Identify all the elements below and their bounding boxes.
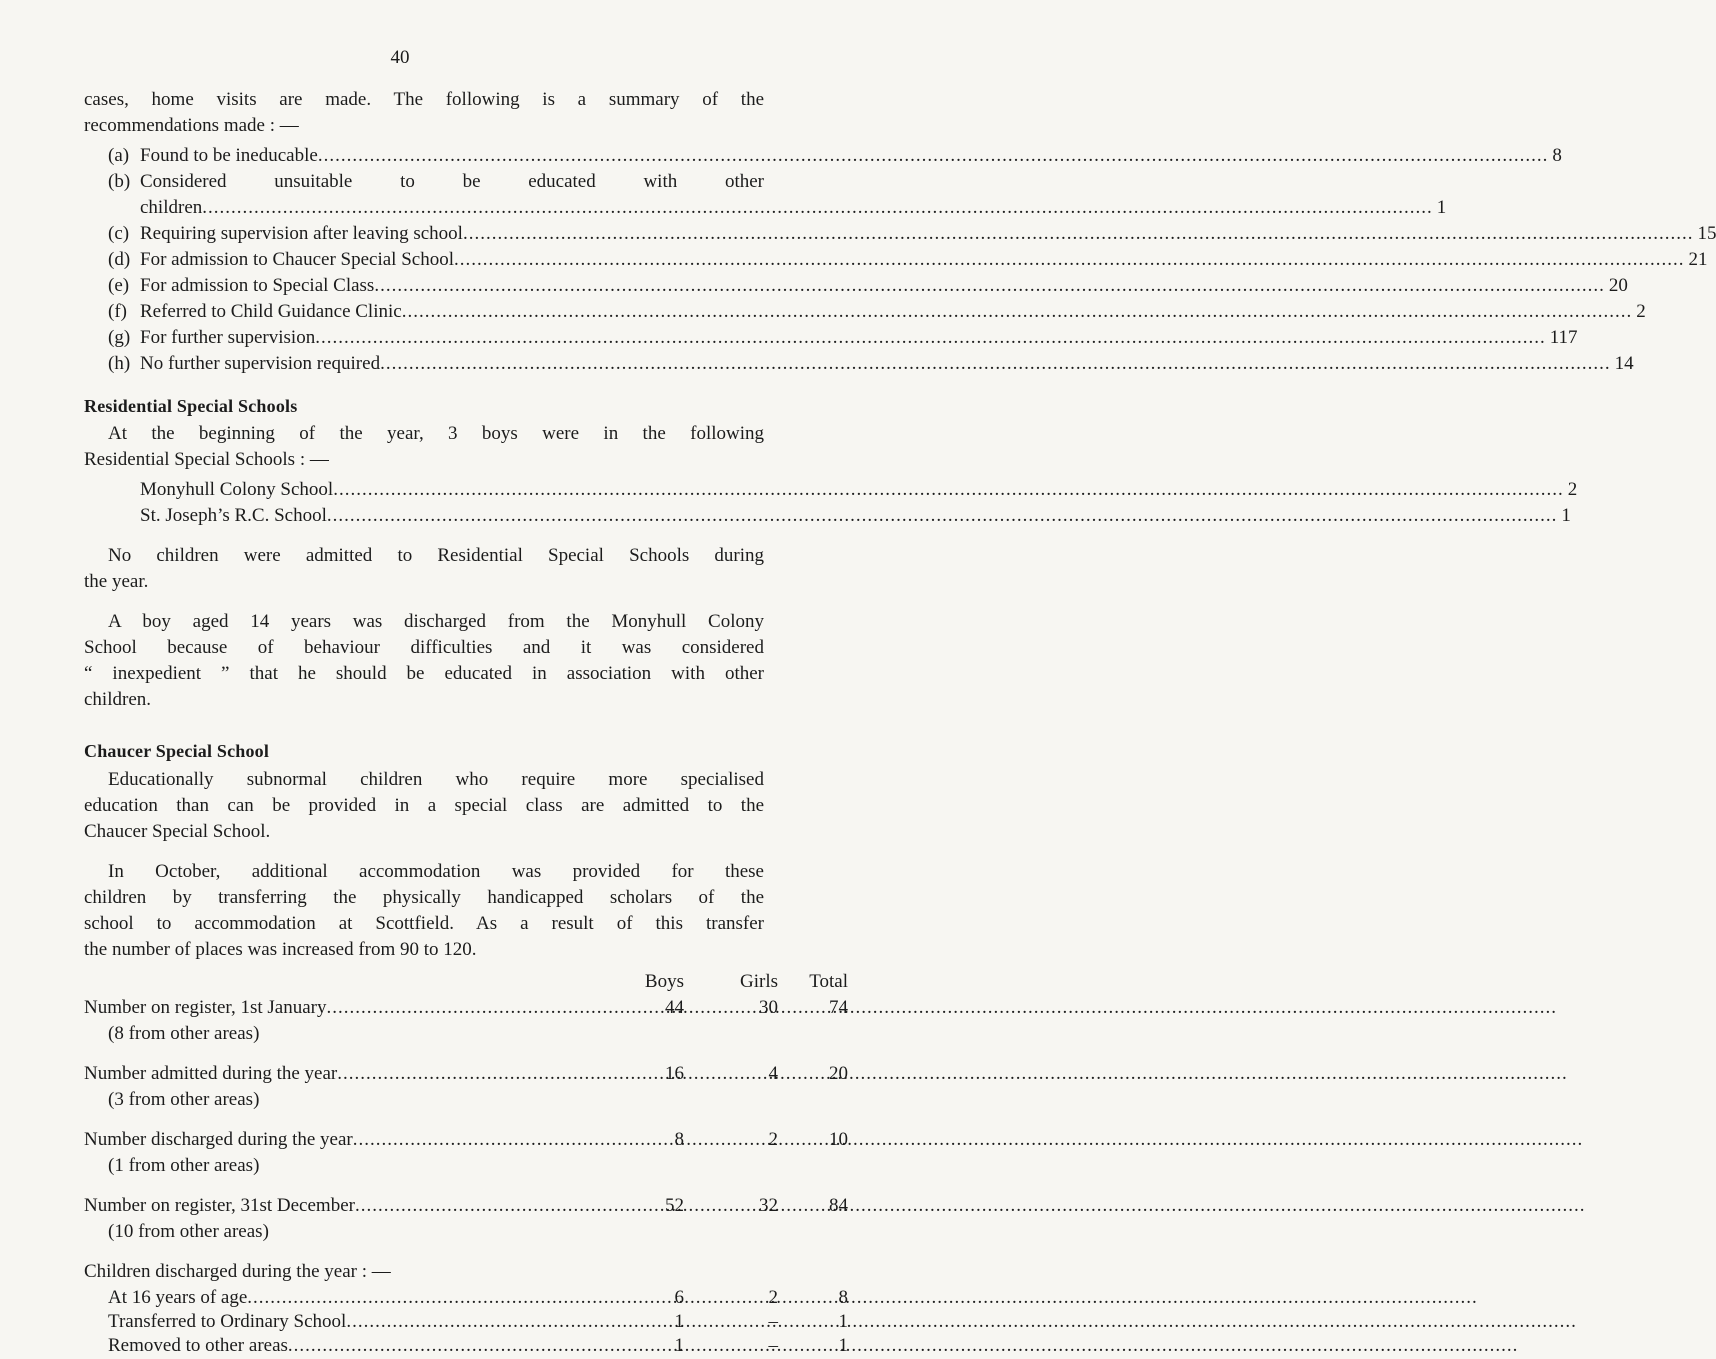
cell-boys: 6	[674, 1287, 684, 1308]
school-count: 1	[1561, 505, 1571, 526]
item-key: (g)	[108, 327, 131, 348]
table-row	[84, 1128, 848, 1154]
table-row	[84, 1062, 848, 1088]
column-header-boys: Boys	[644, 971, 684, 992]
row-sublabel: (3 from other areas)	[108, 1089, 260, 1110]
dot-leader	[333, 478, 1564, 503]
cell-girls: –	[768, 1311, 778, 1332]
dot-leader	[202, 196, 1433, 221]
row-label: Number on register, 1st January	[84, 997, 327, 1018]
dot-leader	[326, 996, 1557, 1021]
item-value: 2	[1636, 301, 1646, 322]
cell-boys: 1	[674, 1335, 684, 1356]
item-text: Considered unsuitable to be educated with other	[140, 171, 764, 192]
cell-boys: 8	[674, 1129, 684, 1150]
row-label: Removed to other areas	[108, 1335, 288, 1356]
cell-total: 1	[838, 1311, 848, 1332]
list-item	[140, 504, 1571, 530]
list-item	[84, 326, 1578, 352]
chaucer-p1-line-1: Educationally subnormal children who require more specialised	[108, 769, 764, 790]
dot-leader	[454, 248, 1685, 273]
list-item	[84, 170, 764, 196]
cell-total: 74	[829, 997, 848, 1018]
residential-p2-line-1: No children were admitted to Residential Special Schools during	[108, 545, 764, 566]
residential-p1-line-1: At the beginning of the year, 3 boys were in the following	[108, 423, 764, 444]
residential-p1-line-2: Residential Special Schools : —	[84, 449, 329, 470]
dot-leader	[327, 504, 1558, 529]
chaucer-p1-line-3: Chaucer Special School.	[84, 821, 271, 842]
list-item	[140, 478, 1578, 504]
dot-leader	[353, 1128, 1584, 1153]
cell-boys: 52	[665, 1195, 684, 1216]
cell-total: 1	[838, 1335, 848, 1356]
cell-girls: 30	[759, 997, 778, 1018]
cell-boys: 16	[665, 1063, 684, 1084]
row-sublabel: (10 from other areas)	[108, 1221, 269, 1242]
item-text: Referred to Child Guidance Clinic	[140, 301, 402, 322]
item-key: (c)	[108, 223, 130, 244]
row-label: Number discharged during the year	[84, 1129, 353, 1150]
item-key: (d)	[108, 249, 131, 270]
table-row	[84, 1334, 848, 1356]
row-sublabel: (8 from other areas)	[108, 1023, 260, 1044]
row-label: At 16 years of age	[108, 1287, 248, 1308]
cell-girls: 2	[768, 1129, 778, 1150]
dot-leader	[337, 1062, 1568, 1087]
cell-boys: 1	[674, 1311, 684, 1332]
dot-leader	[318, 144, 1549, 169]
chaucer-p2-line-4: the number of places was increased from 90 to 120.	[84, 939, 477, 960]
section-heading-residential: Residential Special Schools	[84, 396, 298, 416]
column-header-girls: Girls	[740, 971, 778, 992]
school-count: 2	[1567, 479, 1578, 500]
dot-leader	[380, 352, 1611, 377]
item-value: 14	[1614, 353, 1634, 374]
item-key: (h)	[108, 353, 131, 374]
residential-p3-line-1: A boy aged 14 years was discharged from the Monyhull Colony	[108, 611, 764, 632]
list-item	[84, 300, 1646, 326]
row-sublabel: (1 from other areas)	[108, 1155, 260, 1176]
item-value: 117	[1549, 327, 1578, 348]
list-item	[84, 144, 1562, 170]
cell-girls: –	[768, 1335, 778, 1356]
item-key: (e)	[108, 275, 130, 296]
item-value: 20	[1608, 275, 1628, 296]
recommendations-list	[84, 144, 1716, 378]
cell-girls: 2	[768, 1287, 778, 1308]
item-text: For admission to Chaucer Special School	[140, 249, 454, 270]
table-row	[84, 996, 848, 1022]
cell-boys: 44	[665, 997, 684, 1018]
cell-total: 84	[829, 1195, 848, 1216]
chaucer-p2-line-1: In October, additional accommodation was provided for these	[108, 861, 764, 882]
chaucer-p2-line-3: school to accommodation at Scottfield. As a result of this transfer	[84, 913, 764, 934]
intro-line-2: recommendations made : —	[84, 115, 299, 136]
residential-schools-list	[140, 478, 1578, 530]
dot-leader	[247, 1286, 1478, 1311]
item-text: No further supervision required	[140, 353, 381, 374]
cell-girls: 4	[768, 1063, 778, 1084]
list-item	[84, 352, 1634, 378]
residential-p3-line-2: School because of behaviour difficulties and it was considered	[84, 637, 764, 658]
dot-leader	[288, 1334, 1519, 1359]
cell-total: 10	[829, 1129, 848, 1150]
table-row	[84, 1286, 848, 1312]
dot-leader	[374, 274, 1605, 299]
item-key: (b)	[108, 171, 131, 192]
item-value: 21	[1688, 249, 1708, 270]
item-text: Requiring supervision after leaving school	[140, 223, 463, 244]
list-item	[84, 196, 1447, 222]
list-item	[84, 222, 1716, 248]
item-key: (f)	[108, 301, 127, 322]
list-item	[84, 248, 1708, 274]
chaucer-p2-line-2: children by transferring the physically handicapped scholars of the	[84, 887, 764, 908]
dot-leader	[355, 1194, 1586, 1219]
cell-total: 20	[829, 1063, 848, 1084]
residential-p3-line-3: “ inexpedient ” that he should be educated in association with other	[84, 663, 764, 684]
cell-girls: 32	[759, 1195, 778, 1216]
table-header-row	[84, 970, 848, 996]
item-text: For further supervision	[140, 327, 316, 348]
dot-leader	[346, 1310, 1577, 1335]
column-header-total: Total	[809, 971, 848, 992]
table-row	[84, 1310, 848, 1336]
dot-leader	[463, 222, 1694, 247]
chaucer-p1-line-2: education than can be provided in a special class are admitted to the	[84, 795, 764, 816]
cell-total: 8	[838, 1287, 848, 1308]
dot-leader	[315, 326, 1546, 351]
row-label: Number on register, 31st December	[84, 1195, 355, 1216]
item-text-continued: children	[140, 197, 203, 218]
page-number: 40	[390, 47, 410, 68]
school-name: Monyhull Colony School	[140, 479, 334, 500]
item-text: Found to be ineducable	[140, 145, 318, 166]
row-label: Transferred to Ordinary School	[108, 1311, 347, 1332]
dot-leader	[402, 300, 1633, 325]
residential-p2-line-2: the year.	[84, 571, 149, 592]
list-item	[84, 274, 1628, 300]
item-text: For admission to Special Class	[140, 275, 375, 296]
item-value: 15	[1697, 223, 1716, 244]
item-value: 1	[1436, 197, 1447, 218]
discharged-heading: Children discharged during the year : —	[84, 1261, 391, 1282]
item-key: (a)	[108, 145, 130, 166]
row-label: Number admitted during the year	[84, 1063, 338, 1084]
residential-p3-line-4: children.	[84, 689, 152, 710]
item-value: 8	[1552, 145, 1562, 166]
school-name: St. Joseph’s R.C. School	[140, 505, 327, 526]
section-heading-chaucer: Chaucer Special School	[84, 741, 270, 761]
table-row	[84, 1194, 848, 1220]
intro-line-1: cases, home visits are made. The following is a summary of the	[84, 89, 764, 110]
